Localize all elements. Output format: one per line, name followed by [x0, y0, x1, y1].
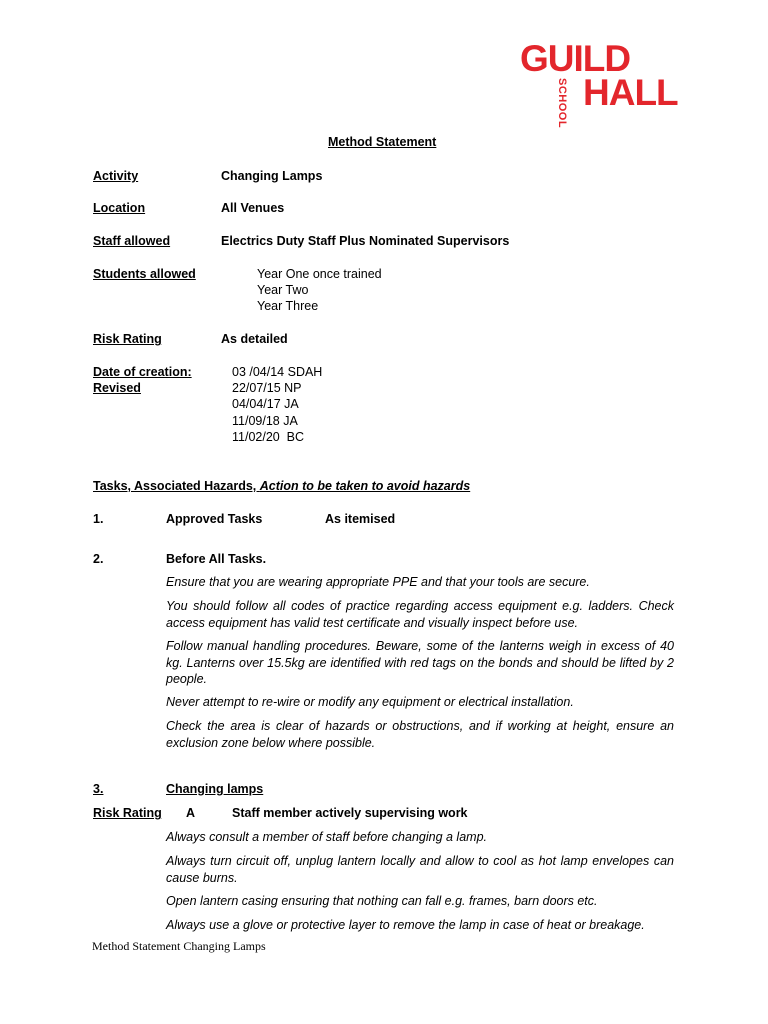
- section3-title: Changing lamps: [166, 782, 264, 796]
- tasks-heading-plain: Tasks, Associated Hazards,: [93, 479, 260, 493]
- logo-guild-text: GUILD: [520, 38, 631, 79]
- section2-number: 2.: [93, 552, 104, 566]
- date-created: 03 /04/14 SDAH: [232, 365, 323, 379]
- activity-value: Changing Lamps: [221, 169, 323, 183]
- staff-allowed-label: Staff allowed: [93, 234, 171, 248]
- revised-label: Revised: [93, 381, 141, 395]
- date-revised-2: 04/04/17 JA: [232, 397, 299, 411]
- section2-para-1: Ensure that you are wearing appropriate PPE and that your tools are secure.: [166, 575, 590, 589]
- section3-para-3: Open lantern casing ensuring that nothing can fall e.g. frames, barn doors etc.: [166, 894, 598, 908]
- students-allowed-label: Students allowed: [93, 267, 196, 281]
- location-label: Location: [93, 201, 146, 215]
- location-value: All Venues: [221, 201, 285, 215]
- section2-para-4: Never attempt to re-wire or modify any equipment or electrical installation.: [166, 695, 574, 709]
- students-allowed-year-one: Year One once trained: [257, 267, 382, 281]
- section2-para-5: Check the area is clear of hazards or obstructions, and if working at height, ensure an exclusion zone below where possible.: [166, 719, 674, 750]
- section2-title: Before All Tasks.: [166, 552, 267, 566]
- students-allowed-year-two: Year Two: [257, 283, 309, 297]
- section3-number: 3.: [93, 782, 104, 796]
- logo-school-text: SCHOOL: [556, 78, 568, 129]
- section3-para-4: Always use a glove or protective layer to remove the lamp in case of heat or breakage.: [166, 918, 645, 932]
- section1-value: As itemised: [325, 512, 396, 526]
- page-footer: Method Statement Changing Lamps: [92, 939, 266, 953]
- section1-title: Approved Tasks: [166, 512, 263, 526]
- section3-risk-label: Risk Rating: [93, 806, 162, 820]
- section2-para-2: You should follow all codes of practice regarding access equipment e.g. ladders. Check access equipment has valid test certificate and visually inspect before use.: [166, 599, 674, 630]
- date-revised-1: 22/07/15 NP: [232, 381, 302, 395]
- section3-risk-desc: Staff member actively supervising work: [232, 806, 468, 820]
- date-of-creation-label: Date of creation:: [93, 365, 192, 379]
- section3-risk-value: A: [186, 806, 196, 820]
- tasks-heading-italic: Action to be taken to avoid hazards: [259, 479, 471, 493]
- logo-hall-text: HALL: [583, 72, 678, 113]
- risk-rating-label: Risk Rating: [93, 332, 162, 346]
- section3-para-2: Always turn circuit off, unplug lantern locally and allow to cool as hot lamp envelopes can cause burns.: [166, 854, 674, 885]
- tasks-heading: [93, 478, 470, 494]
- students-allowed-year-three: Year Three: [257, 299, 319, 313]
- staff-allowed-value: Electrics Duty Staff Plus Nominated Supervisors: [221, 234, 510, 248]
- date-revised-3: 11/09/18 JA: [232, 414, 298, 428]
- document-title: Method Statement: [328, 135, 437, 149]
- section3-para-1: Always consult a member of staff before changing a lamp.: [166, 830, 487, 844]
- guildhall-logo: [516, 38, 678, 138]
- risk-rating-value: As detailed: [221, 332, 288, 346]
- section2-para-3: Follow manual handling procedures. Beware, some of the lanterns weigh in excess of 40 kg. Lanterns over 15.5kg are identified with red tags on the bonds and should be lifted by 2 people.: [166, 639, 674, 686]
- date-revised-4: 11/02/20 BC: [232, 430, 305, 444]
- section1-number: 1.: [93, 512, 104, 526]
- activity-label: Activity: [93, 169, 139, 183]
